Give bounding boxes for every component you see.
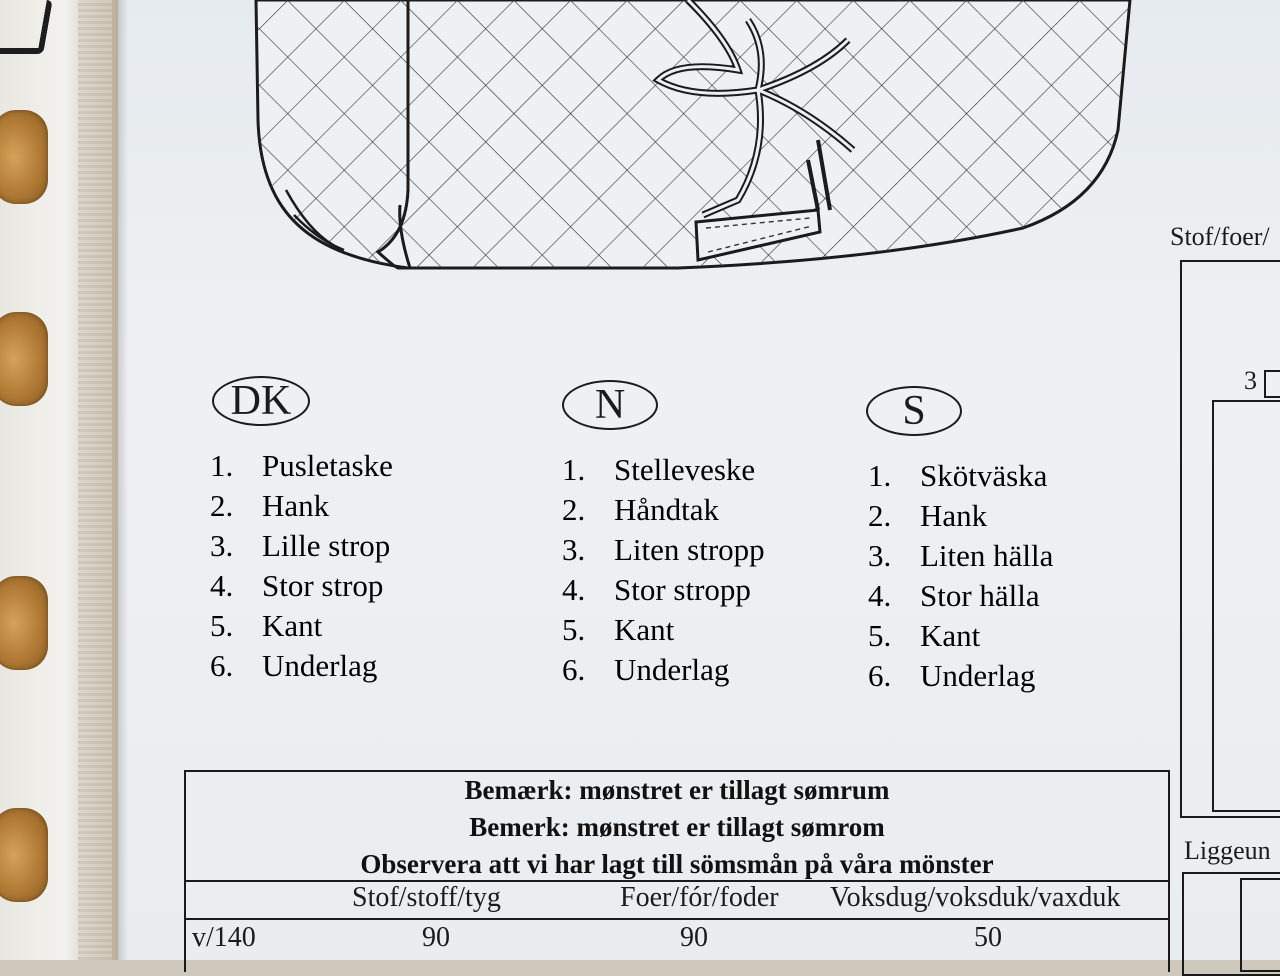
lining-value: 90: [680, 922, 708, 953]
fabric-requirements-box: [184, 770, 1170, 972]
right-small-square: [1264, 370, 1280, 398]
parts-list-s: [868, 456, 1053, 696]
list-item: 1. Stelleveske: [562, 452, 756, 487]
list-item: 3. Liten stropp: [562, 532, 765, 567]
list-item: 5. Kant: [210, 608, 323, 643]
parts-list-n: [562, 450, 765, 690]
note-s: Observera att vi har lagt till sömsmån på våra mönster: [360, 849, 994, 879]
note-n: Bemerk: mønstret er tillagt sømrom: [469, 812, 885, 842]
bag-illustration: [118, 0, 1280, 300]
header-lining: Foer/fór/foder: [620, 882, 779, 913]
list-item: 5. Kant: [562, 612, 675, 647]
list-item: 2. Håndtak: [562, 492, 720, 527]
list-item: 6. Underlag: [210, 648, 378, 683]
right-inner-box: [1212, 400, 1280, 812]
right-bottom-inner-box: [1240, 878, 1280, 972]
note-dk: Bemærk: mønstret er tillagt sømrum: [464, 775, 890, 805]
list-item: 6. Underlag: [562, 652, 730, 687]
binder-strip: [78, 0, 112, 960]
right-number: 3: [1244, 366, 1257, 395]
list-item: 4. Stor strop: [210, 568, 384, 603]
list-item: 2. Hank: [210, 488, 330, 523]
header-oilcloth: Voksdug/voksduk/vaxduk: [830, 882, 1121, 913]
fabric-value: 90: [422, 922, 450, 953]
table-divider: [186, 918, 1168, 920]
binder-clip: [0, 0, 53, 54]
list-item: 2. Hank: [868, 498, 988, 533]
list-item: 3. Lille strop: [210, 528, 391, 563]
punch-hole: [0, 808, 48, 902]
language-badge-n: N: [562, 380, 658, 430]
language-badge-s: S: [866, 386, 962, 436]
language-badge-dk: DK: [212, 376, 310, 426]
list-item: 6. Underlag: [868, 658, 1036, 693]
punch-hole: [0, 576, 48, 670]
list-item: 1. Pusletaske: [210, 448, 393, 483]
punch-hole: [0, 312, 48, 406]
size-cell: v/140: [192, 922, 256, 953]
list-item: 3. Liten hälla: [868, 538, 1054, 573]
seam-allowance-notes: [186, 772, 1168, 883]
parts-list-dk: [210, 446, 393, 686]
right-label-bottom: Liggeun: [1184, 836, 1271, 865]
right-label-fabric: Stof/foer/: [1170, 222, 1270, 251]
punch-hole: [0, 110, 48, 204]
binder-edge: [0, 0, 118, 960]
list-item: 5. Kant: [868, 618, 981, 653]
list-item: 1. Skötväska: [868, 458, 1048, 493]
list-item: 4. Stor hälla: [868, 578, 1040, 613]
oilcloth-value: 50: [974, 922, 1002, 953]
header-fabric: Stof/stoff/tyg: [352, 882, 501, 913]
list-item: 4. Stor stropp: [562, 572, 751, 607]
